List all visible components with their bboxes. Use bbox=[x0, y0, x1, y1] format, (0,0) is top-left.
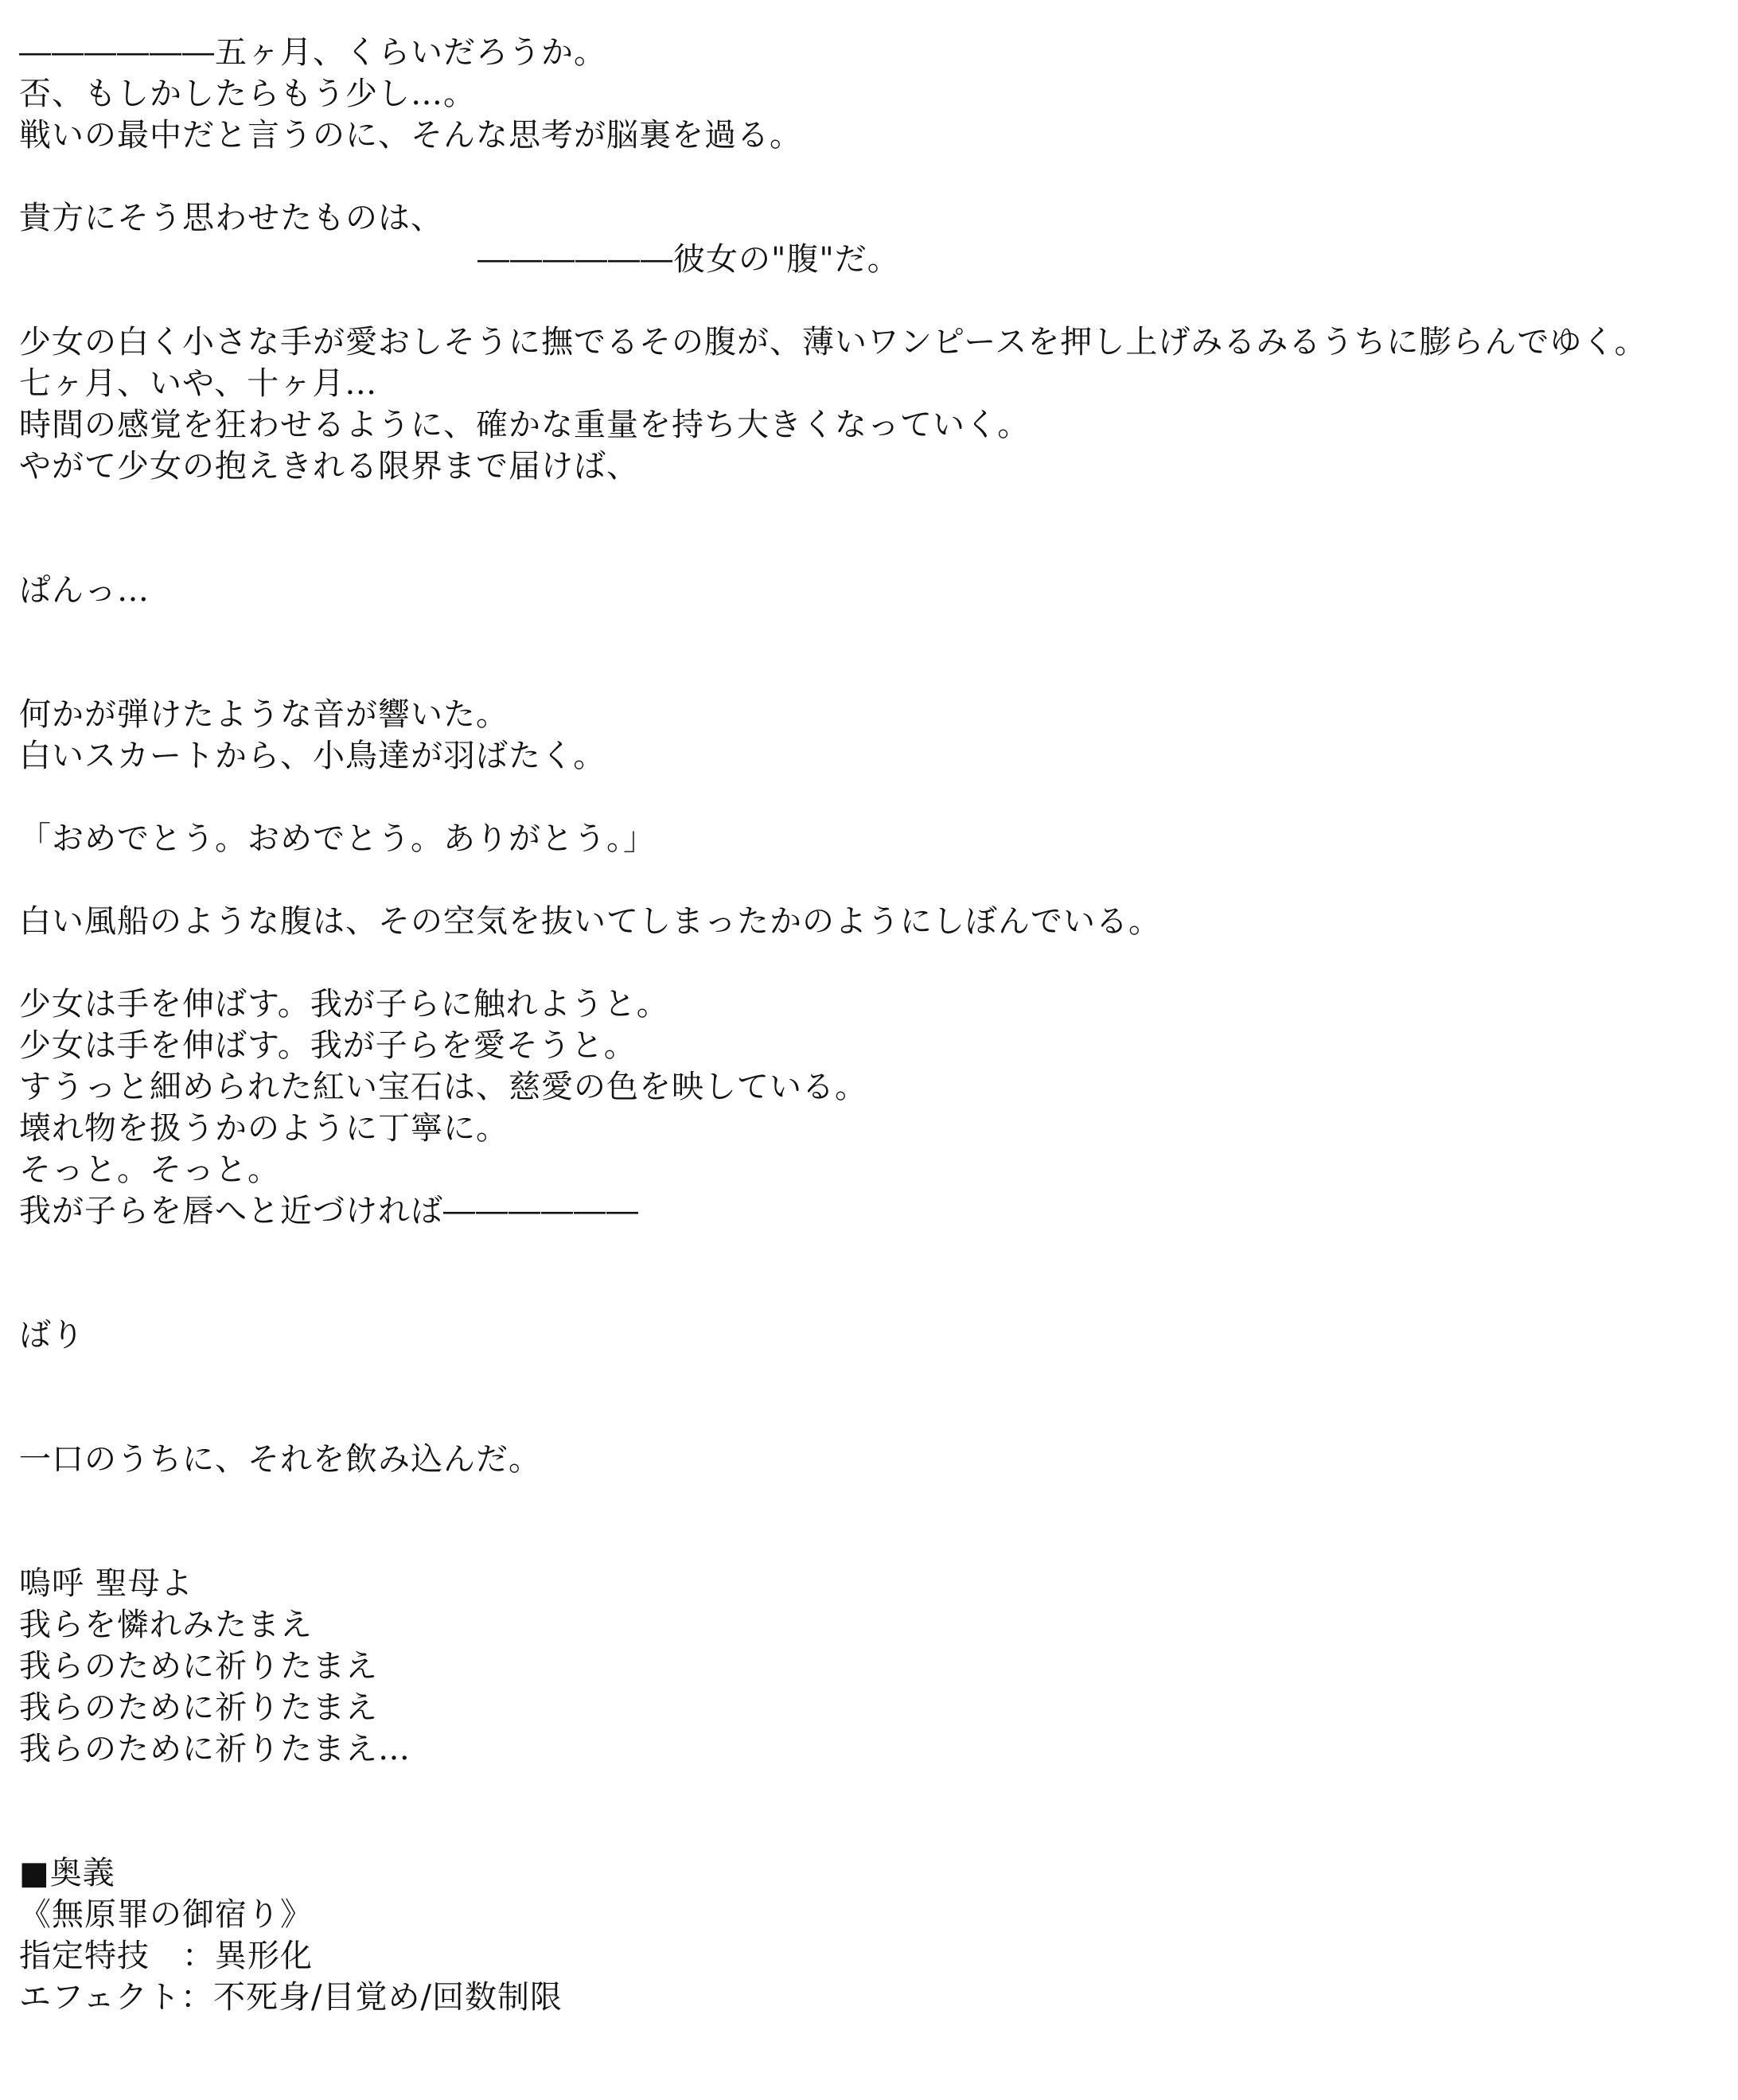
blank-lines bbox=[19, 1480, 1722, 1563]
text-line: 時間の感覚を狂わせるように、確かな重量を持ち大きくなっていく。 bbox=[19, 407, 1031, 443]
blank-line bbox=[19, 777, 1722, 818]
text-line: 七ヶ月、いや、十ヶ月… bbox=[19, 365, 378, 402]
skill-header: ■奥義 bbox=[19, 1855, 115, 1892]
text-line: 少女は手を伸ばす。我が子らに触れようと。 bbox=[19, 986, 669, 1023]
prayer-line: 嗚呼 聖母よ bbox=[19, 1565, 193, 1602]
text-line: 我が子らを唇へと近づければ―――――― bbox=[19, 1193, 639, 1229]
paragraph-5: 白い風船のような腹は、その空気を抜いてしまったかのようにしぼんでいる。 bbox=[19, 903, 1161, 940]
skill-designated: 指定特技 ：異形化 bbox=[19, 1938, 313, 1974]
prayer bbox=[19, 1563, 1722, 1770]
text-line-indented: ――――――彼女の"腹"だ。 bbox=[477, 241, 900, 278]
text-line: 壊れ物を扱うかのように丁寧に。 bbox=[19, 1110, 509, 1147]
blank-line bbox=[19, 942, 1722, 984]
prayer-line: 我らのために祈りたまえ bbox=[19, 1689, 378, 1726]
skill-effect: エフェクト：不死身/目覚め/回数制限 bbox=[19, 1979, 563, 2016]
skill-name: 《無原罪の御宿り》 bbox=[19, 1896, 313, 1933]
paragraph-3 bbox=[19, 321, 1722, 487]
paragraph-7: 一口のうちに、それを飲み込んだ。 bbox=[19, 1441, 541, 1478]
text-line: やがて少女の抱えきれる限界まで届けば、 bbox=[19, 448, 639, 485]
blank-lines bbox=[19, 487, 1722, 570]
blank-lines bbox=[19, 611, 1722, 694]
paragraph-2 bbox=[19, 197, 1722, 280]
paragraph-4 bbox=[19, 694, 1722, 777]
sound-effect-2: ばり bbox=[19, 1317, 84, 1354]
paragraph-6 bbox=[19, 984, 1722, 1232]
skill-block bbox=[19, 1853, 1722, 2018]
text-line: 戦いの最中だと言うのに、そんな思考が脳裏を過る。 bbox=[19, 117, 802, 154]
blank-line bbox=[19, 280, 1722, 321]
sound-effect-1: ぱんっ… bbox=[19, 572, 150, 609]
blank-lines bbox=[19, 1770, 1722, 1853]
paragraph-1 bbox=[19, 32, 1722, 156]
blank-line bbox=[19, 156, 1722, 197]
text-line: ――――――五ヶ月、くらいだろうか。 bbox=[19, 34, 606, 71]
prayer-line: 我らを憐れみたまえ bbox=[19, 1607, 313, 1643]
text-line: すうっと細められた紅い宝石は、慈愛の色を映している。 bbox=[19, 1069, 867, 1105]
dialogue-quote: 「おめでとう。おめでとう。ありがとう。」 bbox=[19, 820, 656, 857]
blank-line bbox=[19, 859, 1722, 901]
text-line: 少女の白く小さな手が愛おしそうに撫でるその腹が、薄いワンピースを押し上げみるみるうちに膨らんでゆく。 bbox=[19, 324, 1647, 360]
text-line: 少女は手を伸ばす。我が子らを愛そうと。 bbox=[19, 1027, 637, 1064]
text-line: 貴方にそう思わせたものは、 bbox=[19, 200, 443, 236]
prayer-line: 我らのために祈りたまえ… bbox=[19, 1731, 411, 1767]
blank-lines bbox=[19, 1356, 1722, 1439]
blank-lines bbox=[19, 1232, 1722, 1315]
text-line: 白いスカートから、小鳥達が羽ばたく。 bbox=[19, 738, 606, 774]
prayer-line: 我らのために祈りたまえ bbox=[19, 1648, 378, 1685]
text-line: そっと。そっと。 bbox=[19, 1151, 280, 1188]
text-line: 否、もしかしたらもう少し…。 bbox=[19, 76, 476, 112]
document-body bbox=[19, 32, 1722, 2018]
text-line: 何かが弾けたような音が響いた。 bbox=[19, 696, 509, 733]
